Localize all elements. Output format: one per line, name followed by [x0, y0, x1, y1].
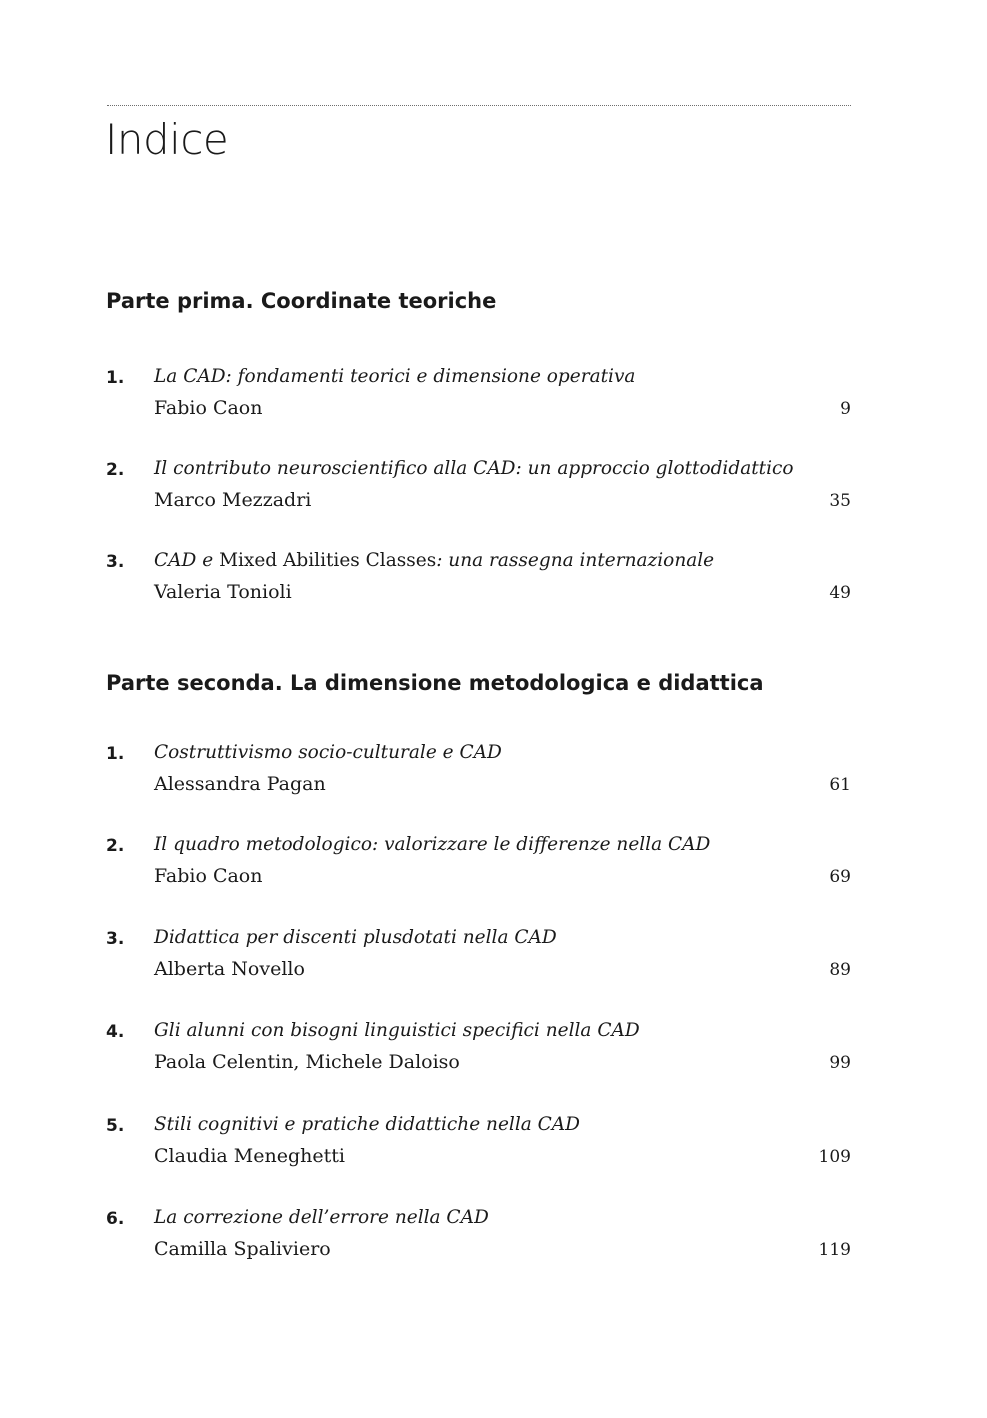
entry-page-number: 9 [840, 399, 851, 419]
entry-title: Didattica per discenti plusdotati nella CAD [154, 927, 557, 948]
part-heading-2: Parte seconda. La dimensione metodologica e didattica [106, 671, 764, 695]
toc-entry[interactable] [106, 738, 851, 802]
entry-author: Paola Celentin, Michele Daloiso [154, 1051, 460, 1073]
entry-page-number: 35 [829, 491, 851, 511]
entry-title-part-upright: Mixed Abilities Classes [219, 550, 437, 571]
entry-page-number: 119 [818, 1240, 851, 1260]
entry-title: Il contributo neuroscientifico alla CAD: un approccio glottodidattico [154, 458, 794, 479]
toc-entry[interactable] [106, 362, 851, 426]
toc-entry[interactable] [106, 1016, 851, 1080]
entry-number: 2. [106, 460, 125, 480]
entry-title-part: CAD e [154, 550, 220, 571]
entry-number: 1. [106, 368, 125, 388]
entry-page-number: 99 [829, 1053, 851, 1073]
entry-number: 6. [106, 1209, 125, 1229]
entry-page-number: 89 [829, 960, 851, 980]
toc-entry[interactable] [106, 1110, 851, 1174]
entry-author: Fabio Caon [154, 865, 263, 887]
page-title: Indice [105, 115, 229, 164]
entry-author: Marco Mezzadri [154, 489, 312, 511]
entry-title: Gli alunni con bisogni linguistici specifici nella CAD [154, 1020, 640, 1041]
entry-number: 3. [106, 929, 125, 949]
entry-author: Alessandra Pagan [154, 773, 326, 795]
entry-title-part: : una rassegna internazionale [436, 550, 715, 571]
entry-title: La correzione dell’errore nella CAD [154, 1207, 489, 1228]
entry-title: Costruttivismo socio-culturale e CAD [154, 742, 502, 763]
toc-entry[interactable] [106, 1203, 851, 1267]
entry-author: Fabio Caon [154, 397, 263, 419]
entry-author: Alberta Novello [154, 958, 305, 980]
entry-title [154, 546, 714, 576]
entry-number: 2. [106, 836, 125, 856]
entry-number: 4. [106, 1022, 125, 1042]
entry-author: Valeria Tonioli [154, 581, 292, 603]
toc-entry[interactable] [106, 923, 851, 987]
dotted-rule [107, 105, 851, 106]
part-heading-1: Parte prima. Coordinate teoriche [106, 289, 497, 313]
entry-author: Camilla Spaliviero [154, 1238, 331, 1260]
entry-page-number: 69 [829, 867, 851, 887]
entry-author: Claudia Meneghetti [154, 1145, 345, 1167]
toc-entry[interactable] [106, 546, 851, 610]
entry-number: 1. [106, 744, 125, 764]
entry-number: 3. [106, 552, 125, 572]
entry-page-number: 49 [829, 583, 851, 603]
toc-entry[interactable] [106, 454, 851, 518]
entry-page-number: 61 [829, 775, 851, 795]
entry-title: Il quadro metodologico: valorizzare le differenze nella CAD [154, 834, 711, 855]
entry-page-number: 109 [818, 1147, 851, 1167]
entry-title: La CAD: fondamenti teorici e dimensione operativa [154, 366, 636, 387]
toc-entry[interactable] [106, 830, 851, 894]
entry-title: Stili cognitivi e pratiche didattiche nella CAD [154, 1114, 580, 1135]
entry-number: 5. [106, 1116, 125, 1136]
